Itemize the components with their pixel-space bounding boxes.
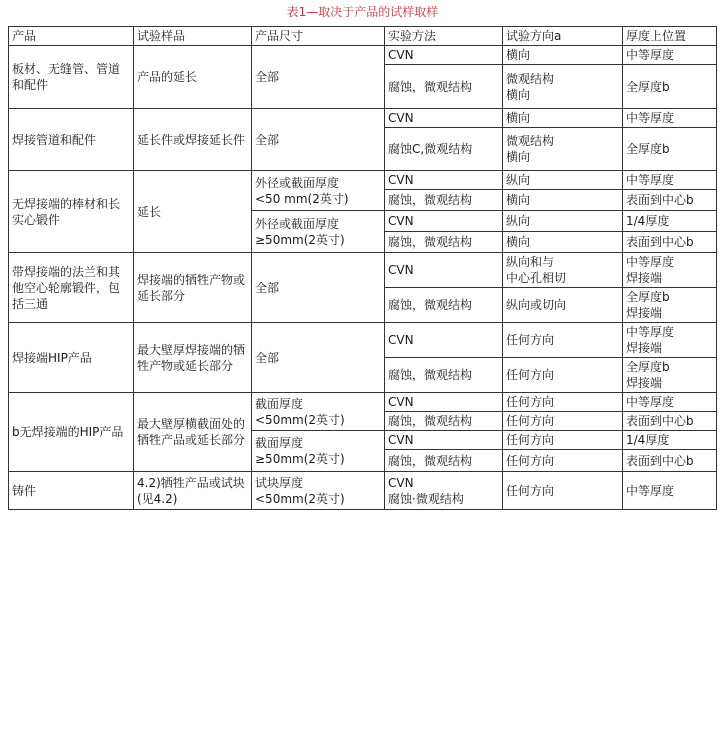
sample-cell: 最大壁厚焊接端的牺牲产物或延长部分	[134, 323, 252, 393]
direction-cell: 纵向	[503, 171, 623, 190]
position-cell: 全厚度b	[623, 128, 717, 171]
direction-cell: 横向	[503, 109, 623, 128]
method-cell: CVN 腐蚀·微观结构	[385, 472, 503, 510]
product-cell: 焊接管道和配件	[9, 109, 134, 171]
method-cell: CVN	[385, 393, 503, 412]
table-header-row	[9, 27, 717, 46]
table-row	[9, 253, 717, 288]
method-cell: CVN	[385, 46, 503, 65]
position-cell: 表面到中心b	[623, 412, 717, 431]
sample-cell: 产品的延长	[134, 46, 252, 109]
method-cell: 腐蚀，微观结构	[385, 288, 503, 323]
table-row	[9, 109, 717, 128]
direction-cell: 任何方向	[503, 393, 623, 412]
direction-cell: 任何方向	[503, 323, 623, 358]
position-cell: 表面到中心b	[623, 450, 717, 472]
product-cell: 板材、无缝管、管道和配件	[9, 46, 134, 109]
header-sample: 试验样品	[134, 27, 252, 46]
size-cell: 试块厚度 <50mm(2英寸)	[252, 472, 385, 510]
method-cell: CVN	[385, 323, 503, 358]
method-cell: 腐蚀，微观结构	[385, 450, 503, 472]
method-cell: CVN	[385, 431, 503, 450]
product-cell: 带焊接端的法兰和其他空心轮廓锻件，包括三通	[9, 253, 134, 323]
direction-cell: 横向	[503, 46, 623, 65]
table-row	[9, 323, 717, 358]
direction-cell: 横向	[503, 190, 623, 211]
position-cell: 1/4厚度	[623, 211, 717, 232]
direction-cell: 任何方向	[503, 472, 623, 510]
method-cell: 腐蚀，微观结构	[385, 65, 503, 109]
size-cell: 全部	[252, 46, 385, 109]
size-cell: 全部	[252, 323, 385, 393]
header-position: 厚度上位置	[623, 27, 717, 46]
size-cell: 截面厚度 ≥50mm(2英寸)	[252, 431, 385, 472]
sample-cell: 最大壁厚横截面处的牺牲产品或延长部分	[134, 393, 252, 472]
method-cell: CVN	[385, 211, 503, 232]
sample-cell: 延长件或焊接延长件	[134, 109, 252, 171]
position-cell: 表面到中心b	[623, 232, 717, 253]
sampling-table	[8, 26, 717, 510]
direction-cell: 纵向和与 中心孔相切	[503, 253, 623, 288]
direction-cell: 纵向或切向	[503, 288, 623, 323]
method-cell: 腐蚀，微观结构	[385, 412, 503, 431]
table-row	[9, 171, 717, 190]
size-cell: 全部	[252, 109, 385, 171]
table-row	[9, 472, 717, 510]
direction-cell: 微观结构 横向	[503, 65, 623, 109]
position-cell: 表面到中心b	[623, 190, 717, 211]
direction-cell: 任何方向	[503, 450, 623, 472]
size-cell: 外径或截面厚度 <50 mm(2英寸)	[252, 171, 385, 211]
position-cell: 中等厚度	[623, 46, 717, 65]
position-cell: 中等厚度 焊接端	[623, 323, 717, 358]
direction-cell: 任何方向	[503, 358, 623, 393]
direction-cell: 横向	[503, 232, 623, 253]
method-cell: CVN	[385, 109, 503, 128]
direction-cell: 纵向	[503, 211, 623, 232]
position-cell: 全厚度b 焊接端	[623, 358, 717, 393]
direction-cell: 任何方向	[503, 431, 623, 450]
sample-cell: 延长	[134, 171, 252, 253]
header-direction: 试验方向a	[503, 27, 623, 46]
product-cell: 铸件	[9, 472, 134, 510]
position-cell: 全厚度b	[623, 65, 717, 109]
size-cell: 外径或截面厚度 ≥50mm(2英寸)	[252, 211, 385, 253]
size-cell: 截面厚度 <50mm(2英寸)	[252, 393, 385, 431]
method-cell: 腐蚀C,微观结构	[385, 128, 503, 171]
position-cell: 中等厚度	[623, 109, 717, 128]
position-cell: 1/4厚度	[623, 431, 717, 450]
sample-cell: 焊接端的牺牲产物或延长部分	[134, 253, 252, 323]
direction-cell: 微观结构 横向	[503, 128, 623, 171]
header-method: 实验方法	[385, 27, 503, 46]
position-cell: 中等厚度	[623, 393, 717, 412]
position-cell: 全厚度b 焊接端	[623, 288, 717, 323]
position-cell: 中等厚度	[623, 472, 717, 510]
method-cell: 腐蚀，微观结构	[385, 358, 503, 393]
method-cell: 腐蚀，微观结构	[385, 232, 503, 253]
direction-cell: 任何方向	[503, 412, 623, 431]
sample-cell: 4.2)牺牲产品或试块(见4.2)	[134, 472, 252, 510]
header-size: 产品尺寸	[252, 27, 385, 46]
table-row	[9, 46, 717, 65]
table-title: 表1—取决于产品的试样取样	[286, 5, 439, 19]
size-cell: 全部	[252, 253, 385, 323]
table-body	[9, 46, 717, 510]
product-cell: 无焊接端的棒材和长实心锻件	[9, 171, 134, 253]
table-row	[9, 393, 717, 412]
method-cell: 腐蚀，微观结构	[385, 190, 503, 211]
header-product: 产品	[9, 27, 134, 46]
product-cell: 焊接端HIP产品	[9, 323, 134, 393]
position-cell: 中等厚度 焊接端	[623, 253, 717, 288]
method-cell: CVN	[385, 171, 503, 190]
product-cell: b无焊接端的HIP产品	[9, 393, 134, 472]
method-cell: CVN	[385, 253, 503, 288]
position-cell: 中等厚度	[623, 171, 717, 190]
